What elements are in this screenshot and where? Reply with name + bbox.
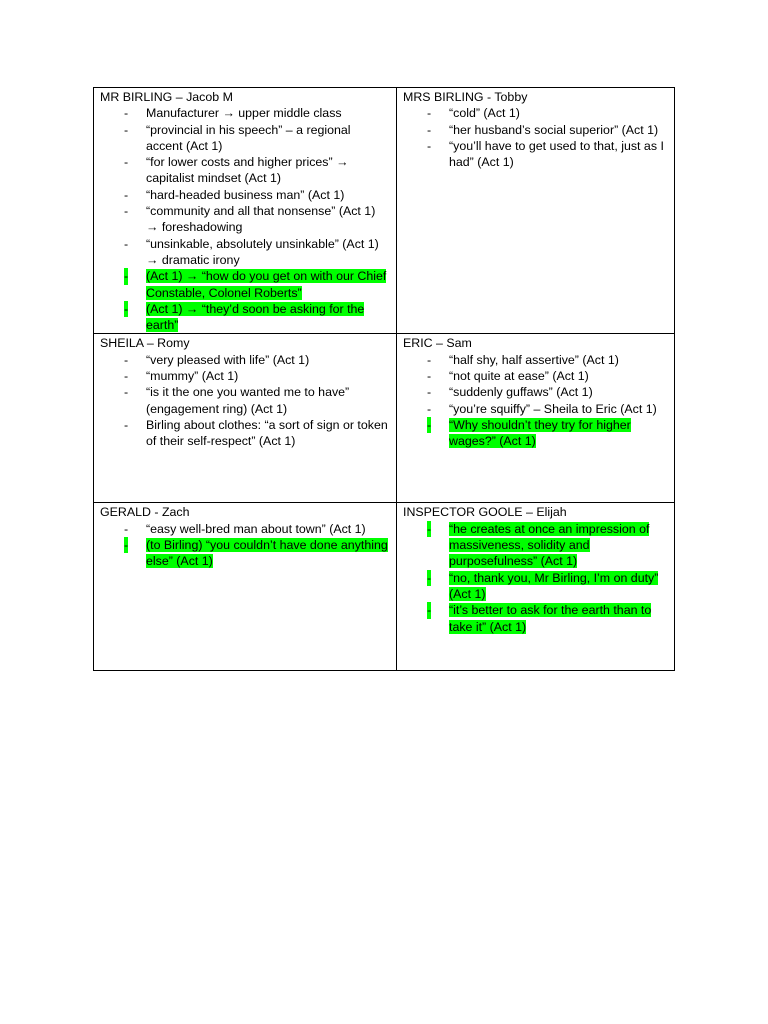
notes-list [403,521,668,635]
notes-list [100,105,390,333]
note-text: “he creates at once an impression of massiveness, solidity and purposefulness” (Act 1) [449,521,650,569]
bullet-dash: - [427,106,432,121]
list-item [100,187,390,203]
list-item [100,236,390,269]
note-text: “community and all that nonsense” (Act 1) → foreshadowing [146,204,376,235]
bullet-dash: - [124,538,129,553]
note-text: (Act 1) → “how do you get on with our Chief Constable, Colonel Roberts” [146,269,387,300]
list-item [100,537,390,570]
bullet-dash: - [124,187,129,202]
bullet-dash: - [124,269,129,284]
list-item [403,570,668,603]
list-item [100,352,390,368]
list-item [100,368,390,384]
list-item [403,368,668,384]
table-row [94,88,675,334]
bullet-dash: - [124,369,129,384]
bullet-dash: - [427,521,432,536]
bullet-dash: - [427,570,432,585]
cell-title: MRS BIRLING - Tobby [403,90,528,104]
note-text: Birling about clothes: “a sort of sign or token of their self-respect” (Act 1) [146,417,388,449]
list-item [100,384,390,417]
bullet-dash: - [124,204,129,219]
list-item [100,301,390,334]
list-item [100,105,390,121]
note-text: “it’s better to ask for the earth than to take it” (Act 1) [449,603,652,634]
bullet-dash: - [427,352,432,367]
notes-list [403,105,668,170]
note-text: “unsinkable, absolutely unsinkable” (Act 1) → dramatic irony [146,236,379,267]
bullet-dash: - [124,122,129,137]
notes-list [403,352,668,450]
bullet-dash: - [124,385,129,400]
bullet-dash: - [124,521,129,536]
note-text: “provincial in his speech” – a regional accent (Act 1) [146,122,351,153]
note-text: “suddenly guffaws” (Act 1) [449,385,593,400]
bullet-dash: - [427,401,432,416]
note-text: “for lower costs and higher prices” → capitalist mindset (Act 1) [146,155,349,186]
note-text: “not quite at ease” (Act 1) [449,369,589,384]
note-text: “very pleased with life” (Act 1) [146,352,310,367]
list-item [100,203,390,236]
character-notes-table [93,87,675,671]
note-text: “you’re squiffy” – Sheila to Eric (Act 1) [449,401,657,416]
notes-list [100,352,390,450]
note-text: “you’ll have to get used to that, just as I had” (Act 1) [449,138,664,170]
bullet-dash: - [427,417,432,432]
notes-list [100,521,390,570]
note-text: (Act 1) → “they’d soon be asking for the earth” [146,301,365,333]
cell-title: INSPECTOR GOOLE – Elijah [403,505,567,520]
list-item [403,122,668,138]
cell-title: MR BIRLING – Jacob M [100,90,233,104]
note-text: “Why shouldn’t they try for higher wages?” (Act 1) [449,417,631,449]
cell-mr-birling [94,88,397,334]
cell-eric [397,334,675,503]
bullet-dash: - [124,106,129,121]
bullet-dash: - [427,603,432,618]
list-item [403,384,668,400]
list-item [403,521,668,570]
cell-gerald [94,503,397,671]
list-item [403,401,668,417]
cell-title: SHEILA – Romy [100,336,190,351]
note-text: (to Birling) “you couldn’t have done anything else” (Act 1) [146,538,388,569]
cell-mrs-birling [397,88,675,334]
cell-title: ERIC – Sam [403,336,472,351]
list-item [100,154,390,187]
list-item [403,105,668,121]
bullet-dash: - [427,138,432,153]
bullet-dash: - [427,122,432,137]
list-item [100,521,390,537]
bullet-dash: - [124,236,129,251]
list-item [100,122,390,155]
note-text: “mummy” (Act 1) [146,369,239,384]
bullet-dash: - [427,385,432,400]
cell-inspector-goole [397,503,675,671]
table-row [94,334,675,503]
bullet-dash: - [124,155,129,170]
note-text: “her husband’s social superior” (Act 1) [449,122,659,137]
bullet-dash: - [427,369,432,384]
bullet-dash: - [124,417,129,432]
list-item [403,352,668,368]
cell-title: GERALD - Zach [100,505,190,520]
list-item [403,602,668,635]
note-text: “hard-headed business man” (Act 1) [146,187,345,202]
list-item [403,417,668,450]
table-row [94,503,675,671]
note-text: “easy well-bred man about town” (Act 1) [146,521,366,536]
note-text: “is it the one you wanted me to have” (engagement ring) (Act 1) [146,385,350,416]
note-text: Manufacturer → upper middle class [146,106,342,121]
cell-sheila [94,334,397,503]
bullet-dash: - [124,352,129,367]
note-text: “cold” (Act 1) [449,106,520,121]
list-item [403,138,668,171]
bullet-dash: - [124,301,129,316]
note-text: “half shy, half assertive” (Act 1) [449,352,619,367]
note-text: “no, thank you, Mr Birling, I’m on duty” (Act 1) [449,570,659,601]
list-item [100,268,390,301]
list-item [100,417,390,450]
